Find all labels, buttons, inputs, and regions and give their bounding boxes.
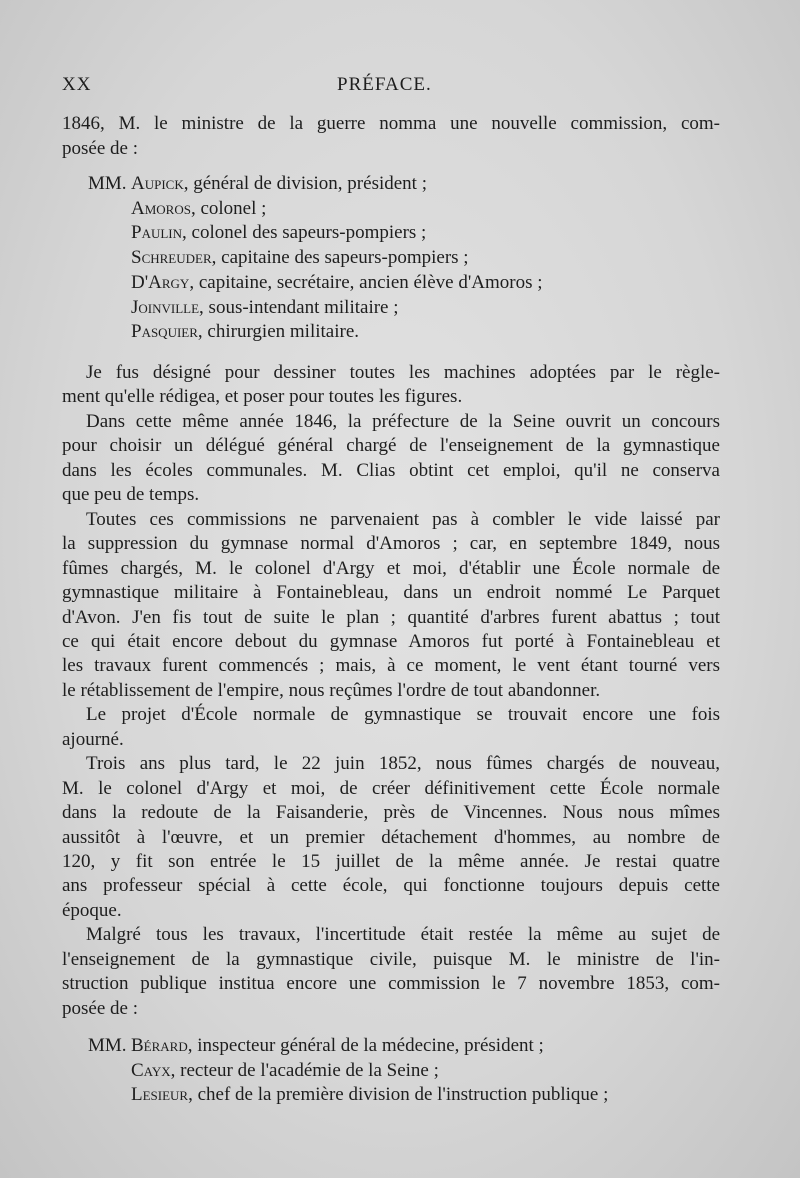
text-line: que peu de temps.: [62, 484, 200, 506]
member-name: Bérard: [131, 1035, 188, 1056]
member-role: , chef de la première division de l'instruction publique ;: [188, 1084, 609, 1106]
member-role: , colonel des sapeurs-pompiers ;: [182, 222, 427, 244]
text-line: struction publique institua encore une commission le 7 novembre 1853, com-: [62, 973, 720, 995]
text-line: d'Avon. J'en fis tout de suite le plan ; quantité d'arbres furent abattus ; tout: [62, 606, 720, 628]
member-name: Joinville: [131, 296, 200, 318]
text-line: posée de :: [62, 997, 138, 1019]
text-line: 1846, M. le ministre de la guerre nomma une nouvelle commission, com-: [62, 113, 720, 134]
member-role: , chirurgien militaire.: [197, 321, 360, 343]
text-line: 120, y fit son entrée le 15 juillet de la même année. Je restai quatre: [62, 851, 720, 872]
member-name: Lesieur: [131, 1084, 189, 1106]
member-name: Pasquier: [131, 321, 198, 343]
text-line: aussitôt à l'œuvre, et un premier détachement d'hommes, au nombre de: [62, 826, 720, 848]
member-role: , capitaine, secrétaire, ancien élève d'Amoros ;: [189, 271, 543, 293]
member-name: D'Argy: [131, 271, 190, 293]
commission-member: [131, 172, 427, 196]
member-name: Schreuder: [131, 247, 212, 269]
text-line: époque.: [62, 899, 122, 921]
list-prefix: MM.: [88, 173, 127, 194]
text-line: posée de :: [62, 138, 138, 159]
running-title: PRÉFACE.: [337, 74, 432, 95]
commission-member: [131, 221, 426, 245]
text-line: la suppression du gymnase normal d'Amoros ; car, en septembre 1849, nous: [62, 533, 720, 555]
member-role: , capitaine des sapeurs-pompiers ;: [211, 247, 469, 269]
member-role: , inspecteur général de la médecine, président ;: [187, 1035, 544, 1056]
text-line: M. le colonel d'Argy et moi, de créer définitivement cette École normale: [62, 777, 720, 799]
commission-member: [131, 1059, 439, 1083]
text-line: pour choisir un délégué général chargé de l'enseignement de la gymnastique: [62, 435, 720, 457]
text-line: gymnastique militaire à Fontainebleau, dans un endroit nommé Le Parquet: [62, 582, 720, 604]
commission-member: [131, 296, 399, 320]
text-line: Trois ans plus tard, le 22 juin 1852, nous fûmes chargés de nouveau,: [86, 753, 720, 775]
text-line: le rétablissement de l'empire, nous reçûmes l'ordre de tout abandonner.: [62, 679, 601, 701]
commission-member: [131, 197, 266, 221]
member-name: Amoros: [131, 197, 191, 219]
member-role: , recteur de l'académie de la Seine ;: [170, 1059, 439, 1081]
member-role: , colonel ;: [190, 197, 267, 219]
text-line: fûmes chargés, M. le colonel d'Argy et moi, d'établir une École normale de: [62, 557, 720, 579]
text-line: Le projet d'École normale de gymnastique se trouvait encore une fois: [86, 704, 720, 726]
commission-member: [131, 271, 543, 295]
text-line: Je fus désigné pour dessiner toutes les machines adoptées par le règle-: [86, 362, 720, 383]
list-prefix: MM.: [88, 1035, 127, 1056]
member-name: Aupick: [131, 173, 184, 194]
text-line: l'enseignement de la gymnastique civile, puisque M. le ministre de l'in-: [62, 948, 720, 970]
text-line: ajourné.: [62, 728, 124, 750]
member-name: Paulin: [131, 222, 183, 244]
text-line: dans la redoute de la Faisanderie, près de Vincennes. Nous nous mîmes: [62, 802, 720, 824]
commission-member: [131, 1083, 608, 1107]
member-role: , général de division, président ;: [183, 173, 427, 194]
commission-member: [131, 1034, 544, 1058]
text-line: ans professeur spécial à cette école, qui fonctionne toujours depuis cette: [62, 875, 720, 897]
text-line: Malgré tous les travaux, l'incertitude était restée la même au sujet de: [86, 924, 720, 946]
commission-member: [131, 246, 469, 270]
text-line: dans les écoles communales. M. Clias obtint cet emploi, qu'il ne conserva: [62, 459, 720, 481]
text-line: ce qui était encore debout du gymnase Amoros fut porté à Fontainebleau et: [62, 630, 720, 652]
text-line: les travaux furent commencés ; mais, à ce moment, le vent étant tourné vers: [62, 655, 720, 677]
page-number: XX: [62, 74, 92, 95]
member-role: , sous-intendant militaire ;: [199, 296, 399, 318]
text-line: Toutes ces commissions ne parvenaient pas à combler le vide laissé par: [86, 508, 720, 530]
text-line: Dans cette même année 1846, la préfecture de la Seine ouvrit un concours: [86, 410, 720, 432]
member-name: Cayx: [131, 1059, 171, 1081]
text-line: ment qu'elle rédigea, et poser pour toutes les figures.: [62, 386, 463, 408]
commission-member: [131, 320, 359, 344]
